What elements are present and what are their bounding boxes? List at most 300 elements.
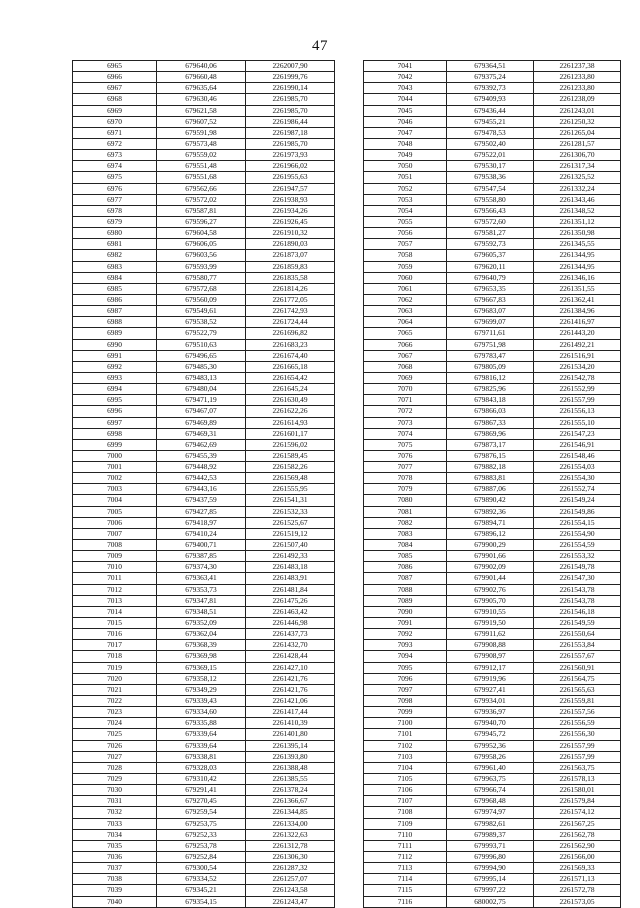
point-number-cell: 7069 (364, 372, 447, 383)
y-coordinate-cell: 2261683,23 (246, 339, 335, 350)
x-coordinate-cell: 679353,73 (157, 584, 246, 595)
x-coordinate-cell: 679587,81 (157, 205, 246, 216)
table-row (73, 439, 335, 450)
point-number-cell: 7076 (364, 450, 447, 461)
x-coordinate-cell: 679869,96 (447, 428, 534, 439)
y-coordinate-cell: 2261492,21 (534, 339, 621, 350)
table-row (73, 417, 335, 428)
y-coordinate-cell: 2261580,01 (534, 785, 621, 796)
table-row (73, 406, 335, 417)
point-number-cell: 7110 (364, 829, 447, 840)
table-row (364, 72, 621, 83)
point-number-cell: 7113 (364, 863, 447, 874)
y-coordinate-cell: 2261596,02 (246, 439, 335, 450)
table-row (364, 250, 621, 261)
x-coordinate-cell: 679400,71 (157, 540, 246, 551)
y-coordinate-cell: 2261343,46 (534, 194, 621, 205)
x-coordinate-cell: 679958,26 (447, 751, 534, 762)
point-number-cell: 7093 (364, 640, 447, 651)
x-coordinate-cell: 679994,90 (447, 863, 534, 874)
x-coordinate-cell: 679940,70 (447, 718, 534, 729)
x-coordinate-cell: 679683,07 (447, 306, 534, 317)
y-coordinate-cell: 2261401,80 (246, 729, 335, 740)
point-number-cell: 6970 (73, 116, 157, 127)
point-number-cell: 7039 (73, 885, 157, 896)
point-number-cell: 7087 (364, 573, 447, 584)
x-coordinate-cell: 679291,41 (157, 785, 246, 796)
point-number-cell: 7048 (364, 138, 447, 149)
point-number-cell: 7104 (364, 762, 447, 773)
y-coordinate-cell: 2261443,20 (534, 328, 621, 339)
y-coordinate-cell: 2261986,44 (246, 116, 335, 127)
table-row (364, 495, 621, 506)
point-number-cell: 6999 (73, 439, 157, 450)
point-number-cell: 7036 (73, 851, 157, 862)
point-number-cell: 7042 (364, 72, 447, 83)
x-coordinate-cell: 679522,79 (157, 328, 246, 339)
y-coordinate-cell: 2261955,63 (246, 172, 335, 183)
table-row (364, 395, 621, 406)
x-coordinate-cell: 679270,45 (157, 796, 246, 807)
y-coordinate-cell: 2261525,67 (246, 517, 335, 528)
table-row (73, 194, 335, 205)
table-row (73, 796, 335, 807)
point-number-cell: 7073 (364, 417, 447, 428)
x-coordinate-cell: 679369,98 (157, 651, 246, 662)
x-coordinate-cell: 679605,37 (447, 250, 534, 261)
point-number-cell: 7051 (364, 172, 447, 183)
y-coordinate-cell: 2261233,80 (534, 72, 621, 83)
point-number-cell: 7088 (364, 584, 447, 595)
point-number-cell: 7066 (364, 339, 447, 350)
table-row (73, 183, 335, 194)
point-number-cell: 7008 (73, 540, 157, 551)
point-number-cell: 7063 (364, 306, 447, 317)
table-row (364, 384, 621, 395)
y-coordinate-cell: 2261569,48 (246, 473, 335, 484)
point-number-cell: 6969 (73, 105, 157, 116)
table-row (73, 161, 335, 172)
table-row (73, 272, 335, 283)
table-row (73, 94, 335, 105)
table-row (364, 439, 621, 450)
y-coordinate-cell: 2261554,59 (534, 540, 621, 551)
table-row (364, 684, 621, 695)
y-coordinate-cell: 2261243,47 (246, 896, 335, 907)
y-coordinate-cell: 2261987,18 (246, 127, 335, 138)
y-coordinate-cell: 2261557,99 (534, 395, 621, 406)
point-number-cell: 7023 (73, 707, 157, 718)
y-coordinate-cell: 2261947,57 (246, 183, 335, 194)
y-coordinate-cell: 2261265,04 (534, 127, 621, 138)
table-row (364, 696, 621, 707)
x-coordinate-cell: 679436,44 (447, 105, 534, 116)
x-coordinate-cell: 679887,06 (447, 484, 534, 495)
point-number-cell: 7064 (364, 317, 447, 328)
x-coordinate-cell: 679352,09 (157, 618, 246, 629)
y-coordinate-cell: 2261384,96 (534, 306, 621, 317)
table-row (73, 707, 335, 718)
table-row (364, 417, 621, 428)
point-number-cell: 7061 (364, 283, 447, 294)
x-coordinate-cell: 679993,71 (447, 840, 534, 851)
x-coordinate-cell: 679593,99 (157, 261, 246, 272)
x-coordinate-cell: 679392,73 (447, 83, 534, 94)
table-row (73, 718, 335, 729)
y-coordinate-cell: 2261350,98 (534, 228, 621, 239)
point-number-cell: 7062 (364, 294, 447, 305)
point-number-cell: 7038 (73, 874, 157, 885)
table-row (73, 840, 335, 851)
y-coordinate-cell: 2261589,45 (246, 450, 335, 461)
y-coordinate-cell: 2261548,46 (534, 450, 621, 461)
point-number-cell: 7112 (364, 851, 447, 862)
y-coordinate-cell: 2261362,41 (534, 294, 621, 305)
table-row (364, 462, 621, 473)
point-number-cell: 7078 (364, 473, 447, 484)
point-number-cell: 7004 (73, 495, 157, 506)
x-coordinate-cell: 679530,17 (447, 161, 534, 172)
y-coordinate-cell: 2261696,82 (246, 328, 335, 339)
point-number-cell: 7040 (73, 896, 157, 907)
x-coordinate-cell: 679334,52 (157, 874, 246, 885)
table-row (73, 350, 335, 361)
y-coordinate-cell: 2261481,84 (246, 584, 335, 595)
y-coordinate-cell: 2261378,24 (246, 785, 335, 796)
y-coordinate-cell: 2261385,55 (246, 774, 335, 785)
table-row (364, 450, 621, 461)
y-coordinate-cell: 2261835,58 (246, 272, 335, 283)
x-coordinate-cell: 679480,04 (157, 384, 246, 395)
y-coordinate-cell: 2261564,75 (534, 673, 621, 684)
y-coordinate-cell: 2261550,64 (534, 629, 621, 640)
y-coordinate-cell: 2261569,33 (534, 863, 621, 874)
point-number-cell: 7031 (73, 796, 157, 807)
y-coordinate-cell: 2261344,95 (534, 250, 621, 261)
y-coordinate-cell: 2261257,07 (246, 874, 335, 885)
x-coordinate-cell: 679467,07 (157, 406, 246, 417)
point-number-cell: 6980 (73, 228, 157, 239)
point-number-cell: 7020 (73, 673, 157, 684)
y-coordinate-cell: 2261334,00 (246, 818, 335, 829)
x-coordinate-cell: 679936,97 (447, 707, 534, 718)
table-row (73, 651, 335, 662)
x-coordinate-cell: 679310,42 (157, 774, 246, 785)
point-number-cell: 6997 (73, 417, 157, 428)
point-number-cell: 7059 (364, 261, 447, 272)
point-number-cell: 7009 (73, 551, 157, 562)
point-number-cell: 7021 (73, 684, 157, 695)
point-number-cell: 7017 (73, 640, 157, 651)
x-coordinate-cell: 679876,15 (447, 450, 534, 461)
y-coordinate-cell: 2261351,12 (534, 216, 621, 227)
table-row (364, 361, 621, 372)
table-row (364, 228, 621, 239)
point-number-cell: 7089 (364, 595, 447, 606)
x-coordinate-cell: 679997,22 (447, 885, 534, 896)
table-row (364, 484, 621, 495)
x-coordinate-cell: 679894,71 (447, 517, 534, 528)
table-row (364, 216, 621, 227)
y-coordinate-cell: 2261554,15 (534, 517, 621, 528)
x-coordinate-cell: 679927,41 (447, 684, 534, 695)
y-coordinate-cell: 2261557,56 (534, 707, 621, 718)
x-coordinate-cell: 679901,66 (447, 551, 534, 562)
table-row (73, 851, 335, 862)
y-coordinate-cell: 2261348,52 (534, 205, 621, 216)
x-coordinate-cell: 679485,30 (157, 361, 246, 372)
x-coordinate-cell: 679387,85 (157, 551, 246, 562)
table-row (364, 573, 621, 584)
point-number-cell: 6996 (73, 406, 157, 417)
y-coordinate-cell: 2261556,59 (534, 718, 621, 729)
point-number-cell: 7030 (73, 785, 157, 796)
y-coordinate-cell: 2261312,78 (246, 840, 335, 851)
y-coordinate-cell: 2261483,91 (246, 573, 335, 584)
y-coordinate-cell: 2261654,42 (246, 372, 335, 383)
x-coordinate-cell: 679630,46 (157, 94, 246, 105)
x-coordinate-cell: 679335,88 (157, 718, 246, 729)
point-number-cell: 7050 (364, 161, 447, 172)
y-coordinate-cell: 2261566,00 (534, 851, 621, 862)
y-coordinate-cell: 2261574,12 (534, 807, 621, 818)
x-coordinate-cell: 679640,06 (157, 61, 246, 72)
y-coordinate-cell: 2261630,49 (246, 395, 335, 406)
y-coordinate-cell: 2261344,85 (246, 807, 335, 818)
y-coordinate-cell: 2261542,78 (534, 372, 621, 383)
x-coordinate-cell: 679328,03 (157, 762, 246, 773)
y-coordinate-cell: 2261985,70 (246, 94, 335, 105)
y-coordinate-cell: 2261573,05 (534, 896, 621, 907)
y-coordinate-cell: 2261938,93 (246, 194, 335, 205)
point-number-cell: 7060 (364, 272, 447, 283)
y-coordinate-cell: 2261417,44 (246, 707, 335, 718)
x-coordinate-cell: 679437,59 (157, 495, 246, 506)
point-number-cell: 7025 (73, 729, 157, 740)
table-row (73, 428, 335, 439)
point-number-cell: 7111 (364, 840, 447, 851)
point-number-cell: 7011 (73, 573, 157, 584)
point-number-cell: 7034 (73, 829, 157, 840)
x-coordinate-cell: 679538,36 (447, 172, 534, 183)
table-row (364, 127, 621, 138)
point-number-cell: 6986 (73, 294, 157, 305)
y-coordinate-cell: 2261428,44 (246, 651, 335, 662)
y-coordinate-cell: 2261243,58 (246, 885, 335, 896)
table-row (73, 328, 335, 339)
point-number-cell: 7067 (364, 350, 447, 361)
point-number-cell: 7010 (73, 562, 157, 573)
y-coordinate-cell: 2261973,93 (246, 150, 335, 161)
point-number-cell: 7012 (73, 584, 157, 595)
point-number-cell: 7032 (73, 807, 157, 818)
x-coordinate-cell: 679974,97 (447, 807, 534, 818)
table-row (364, 172, 621, 183)
y-coordinate-cell: 2261665,18 (246, 361, 335, 372)
y-coordinate-cell: 2261463,42 (246, 606, 335, 617)
point-number-cell: 6990 (73, 339, 157, 350)
table-row (73, 495, 335, 506)
y-coordinate-cell: 2261519,12 (246, 528, 335, 539)
y-coordinate-cell: 2261549,86 (534, 506, 621, 517)
point-number-cell: 6976 (73, 183, 157, 194)
x-coordinate-cell: 679873,17 (447, 439, 534, 450)
y-coordinate-cell: 2261543,78 (534, 584, 621, 595)
point-number-cell: 7084 (364, 540, 447, 551)
point-number-cell: 7077 (364, 462, 447, 473)
x-coordinate-cell: 679635,64 (157, 83, 246, 94)
point-number-cell: 7070 (364, 384, 447, 395)
x-coordinate-cell: 679961,40 (447, 762, 534, 773)
table-row (364, 94, 621, 105)
table-row (73, 484, 335, 495)
x-coordinate-cell: 679334,60 (157, 707, 246, 718)
x-coordinate-cell: 679604,58 (157, 228, 246, 239)
y-coordinate-cell: 2261421,76 (246, 684, 335, 695)
x-coordinate-cell: 679369,15 (157, 662, 246, 673)
table-row (364, 896, 621, 907)
y-coordinate-cell: 2261532,33 (246, 506, 335, 517)
table-row (364, 762, 621, 773)
point-number-cell: 6983 (73, 261, 157, 272)
y-coordinate-cell: 2262007,90 (246, 61, 335, 72)
x-coordinate-cell: 679363,41 (157, 573, 246, 584)
point-number-cell: 6989 (73, 328, 157, 339)
x-coordinate-cell: 679711,61 (447, 328, 534, 339)
point-number-cell: 7003 (73, 484, 157, 495)
table-row (364, 584, 621, 595)
table-row (364, 83, 621, 94)
x-coordinate-cell: 679996,80 (447, 851, 534, 862)
point-number-cell: 7005 (73, 506, 157, 517)
x-coordinate-cell: 679892,36 (447, 506, 534, 517)
x-coordinate-cell: 679573,48 (157, 138, 246, 149)
coordinates-table-left (72, 60, 335, 908)
point-number-cell: 7055 (364, 216, 447, 227)
x-coordinate-cell: 679653,35 (447, 283, 534, 294)
point-number-cell: 6991 (73, 350, 157, 361)
table-row (364, 428, 621, 439)
x-coordinate-cell: 679410,24 (157, 528, 246, 539)
table-row (73, 618, 335, 629)
point-number-cell: 6998 (73, 428, 157, 439)
x-coordinate-cell: 679345,21 (157, 885, 246, 896)
point-number-cell: 7015 (73, 618, 157, 629)
y-coordinate-cell: 2261553,32 (534, 551, 621, 562)
table-row (73, 261, 335, 272)
x-coordinate-cell: 679455,21 (447, 116, 534, 127)
table-row (364, 406, 621, 417)
point-number-cell: 7026 (73, 740, 157, 751)
y-coordinate-cell: 2261250,32 (534, 116, 621, 127)
table-row (73, 105, 335, 116)
table-row (364, 562, 621, 573)
table-row (73, 684, 335, 695)
point-number-cell: 7052 (364, 183, 447, 194)
point-number-cell: 7045 (364, 105, 447, 116)
point-number-cell: 7106 (364, 785, 447, 796)
y-coordinate-cell: 2261492,33 (246, 551, 335, 562)
table-row (364, 328, 621, 339)
table-row (73, 83, 335, 94)
point-number-cell: 7094 (364, 651, 447, 662)
y-coordinate-cell: 2261578,13 (534, 774, 621, 785)
y-coordinate-cell: 2261571,13 (534, 874, 621, 885)
y-coordinate-cell: 2261549,78 (534, 562, 621, 573)
y-coordinate-cell: 2261306,30 (246, 851, 335, 862)
point-number-cell: 6992 (73, 361, 157, 372)
table-row (364, 751, 621, 762)
table-row (364, 729, 621, 740)
y-coordinate-cell: 2261547,23 (534, 428, 621, 439)
x-coordinate-cell: 679596,27 (157, 216, 246, 227)
y-coordinate-cell: 2261332,24 (534, 183, 621, 194)
y-coordinate-cell: 2261622,26 (246, 406, 335, 417)
x-coordinate-cell: 679966,74 (447, 785, 534, 796)
point-number-cell: 6984 (73, 272, 157, 283)
x-coordinate-cell: 679496,65 (157, 350, 246, 361)
x-coordinate-cell: 679502,40 (447, 138, 534, 149)
x-coordinate-cell: 679963,75 (447, 774, 534, 785)
x-coordinate-cell: 679751,98 (447, 339, 534, 350)
coordinates-table-right (363, 60, 621, 908)
table-row (73, 818, 335, 829)
point-number-cell: 7037 (73, 863, 157, 874)
table-row (364, 272, 621, 283)
y-coordinate-cell: 2261562,90 (534, 840, 621, 851)
point-number-cell: 7007 (73, 528, 157, 539)
x-coordinate-cell: 679934,01 (447, 696, 534, 707)
x-coordinate-cell: 679572,02 (157, 194, 246, 205)
x-coordinate-cell: 679348,51 (157, 606, 246, 617)
x-coordinate-cell: 679952,36 (447, 740, 534, 751)
y-coordinate-cell: 2261516,91 (534, 350, 621, 361)
table-row (73, 874, 335, 885)
x-coordinate-cell: 679910,55 (447, 606, 534, 617)
point-number-cell: 6966 (73, 72, 157, 83)
table-row (73, 640, 335, 651)
x-coordinate-cell: 679253,75 (157, 818, 246, 829)
y-coordinate-cell: 2261556,30 (534, 729, 621, 740)
point-number-cell: 7053 (364, 194, 447, 205)
y-coordinate-cell: 2261560,91 (534, 662, 621, 673)
x-coordinate-cell: 679253,78 (157, 840, 246, 851)
point-number-cell: 6973 (73, 150, 157, 161)
point-number-cell: 7013 (73, 595, 157, 606)
point-number-cell: 7029 (73, 774, 157, 785)
y-coordinate-cell: 2261534,20 (534, 361, 621, 372)
point-number-cell: 7043 (364, 83, 447, 94)
y-coordinate-cell: 2261562,78 (534, 829, 621, 840)
table-row (73, 339, 335, 350)
point-number-cell: 6982 (73, 250, 157, 261)
y-coordinate-cell: 2261559,81 (534, 696, 621, 707)
table-row (73, 372, 335, 383)
table-row (364, 294, 621, 305)
y-coordinate-cell: 2261233,80 (534, 83, 621, 94)
point-number-cell: 7000 (73, 450, 157, 461)
x-coordinate-cell: 679469,89 (157, 417, 246, 428)
x-coordinate-cell: 679347,81 (157, 595, 246, 606)
table-row (364, 506, 621, 517)
table-row (73, 205, 335, 216)
point-number-cell: 7092 (364, 629, 447, 640)
point-number-cell: 6981 (73, 239, 157, 250)
x-coordinate-cell: 679362,04 (157, 629, 246, 640)
point-number-cell: 7096 (364, 673, 447, 684)
y-coordinate-cell: 2261393,80 (246, 751, 335, 762)
x-coordinate-cell: 679911,62 (447, 629, 534, 640)
